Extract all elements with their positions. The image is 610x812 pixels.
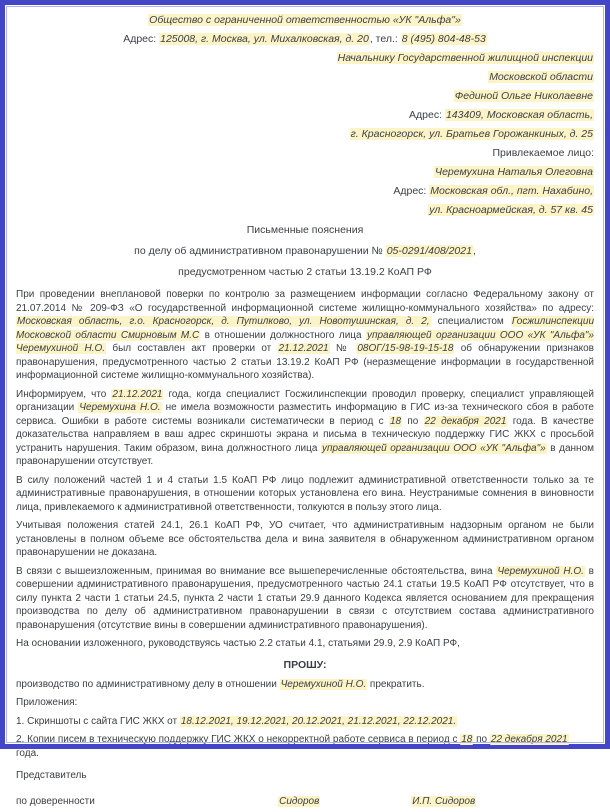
company-address-line: Адрес: 125008, г. Москва, ул. Михалковская, д. 20, тел.: 8 (495) 804-48-53 (123, 33, 486, 45)
document-title-line-1: Письменные пояснения (246, 224, 364, 236)
addressee-region-line: Московской области (489, 71, 593, 83)
attachment-item-1: 1. Скриншоты с сайта ГИС ЖКХ от 18.12.2021, 19.12.2021, 20.12.2021, 21.12.2021, 22.12.2021. (16, 715, 457, 727)
addressee-title-line: Начальнику Государственной жилищной инспекции (337, 52, 593, 64)
signature-role-line-1: Представитель (16, 770, 87, 781)
paragraph-circumstances: Учитывая положения статей 24.1, 26.1 КоАП РФ, УО считает, что административным надзорным органом не были установлены в полном объеме все обстоятельства дела и вина заявителя в обнаруженном административном органом правонарушении не доказана. (16, 520, 594, 558)
attachments-label: Приложения: (16, 697, 78, 708)
paragraph-conclusion: В связи с вышеизложенным, принимая во внимание все вышеперечисленные обстоятельства, вина Черемухиной Н.О. в совершении административного правонарушения, предусмотренного частью 24.1 статьи 19.5 КоАП РФ отсутствует, что в силу пункта 2 части 1 статьи 24.5, пункта 2 части 1 статьи 29.9 данного Кодекса является основанием для прекращения производства по делу об административном правонарушении в связи с отсутствием состава административного правонарушения (отсутствие вины в совершении административного правонарушения). (16, 565, 594, 631)
signature-role-line-2: по доверенности (16, 795, 95, 807)
involved-person-address-line-1: Адрес: Московская обл., пгт. Нахабино, (393, 185, 593, 197)
involved-person-label: Привлекаемое лицо: (492, 147, 594, 159)
addressee-name-line: Фединой Ольге Николаевне (454, 90, 593, 102)
document-body (5, 5, 605, 812)
addressee-address-line-2: г. Красногорск, ул. Братьев Горожанкиных, д. 25 (350, 128, 593, 140)
involved-person-name: Черемухина Наталья Олеговна (435, 166, 593, 178)
involved-person-address-line-2: ул. Красноармейская, д. 57 кв. 45 (429, 204, 593, 216)
paragraph-inspection-act: При проведении внеплановой поверки по контролю за размещением информации согласно Федеральному закону от 21.07.2014 № 209-ФЗ «О государственной информационной системе жилищно-коммунального хозяйства» по адресу: Московская область, г.о. Красногорск, д. Путилково, ул. Новотушинская, д. 2, специалистом Госжилинспекции Московской области Смирновым М.С в отношении должностного лица управляющей организации ООО «УК "Альфа"» Черемухиной Н.О. был составлен акт проверки от 21.12.2021 № 08ОГ/15-98-19-15-18 об обнаружении признаков правонарушения, предусмотренного частью 2 статьи 13.19.2 КоАП РФ (неразмещение информации в государственной информационной системе жилищно-коммунального хозяйства). (16, 289, 595, 381)
request-line: производство по административному делу в отношении Черемухиной Н.О. прекратить. (16, 678, 425, 690)
paragraph-koap-guilt: В силу положений частей 1 и 4 статьи 1.5 КоАП РФ лицо подлежит административной ответственности только за те административные правонарушения, в отношении которых установлена его вина. Неустранимые сомнения в виновности лица, привлекаемого к административной ответственности, толкуются в пользу этого лица. (16, 474, 594, 513)
request-heading: ПРОШУ: (283, 658, 327, 671)
attachment-item-2: 2. Копии писем в техническую поддержку ГИС ЖКХ о некорректной работе сервиса в период с 18 по 22 декабря 2021 года. (16, 734, 568, 759)
paragraph-service-failure: Информируем, что 21.12.2021 года, когда специалист Госжилинспекции проводил проверку, специалист управляющей организации Черемухина Н.О. не имела возможности разместить информацию в ГИС из-за технического сбоя в работе сервиса. Ошибки в работе системы возникали систематически в период с 18 по 22 декабря 2021 года. В качестве доказательства направляем в ваш адрес скриншоты экрана и письма в техническую поддержку ГИС ЖКХ с просьбой устранить нарушения. Таким образом, вина должностного лица управляющей организации ООО «УК "Альфа"» в данном правонарушении отсутствует. (16, 388, 595, 467)
signature-full-name: И.П. Сидоров (412, 795, 476, 807)
signature-handwritten: Сидоров (279, 795, 320, 807)
paragraph-legal-basis: На основании изложенного, руководствуясь частью 2.2 статьи 4.1, статьями 29.9, 2.9 КоАП РФ, (16, 638, 460, 649)
document-title-line-2: по делу об административном правонарушении № 05-0291/408/2021, (134, 245, 476, 257)
document-title-line-3: предусмотренном частью 2 статьи 13.19.2 КоАП РФ (178, 266, 432, 278)
addressee-address-line-1: Адрес: 143409, Московская область, (409, 109, 593, 121)
signature-row (16, 795, 594, 809)
document-title-block (16, 220, 594, 283)
company-name-line: Общество с ограниченной ответственностью «УК "Альфа"» (149, 14, 461, 26)
addressee-block (16, 49, 594, 220)
